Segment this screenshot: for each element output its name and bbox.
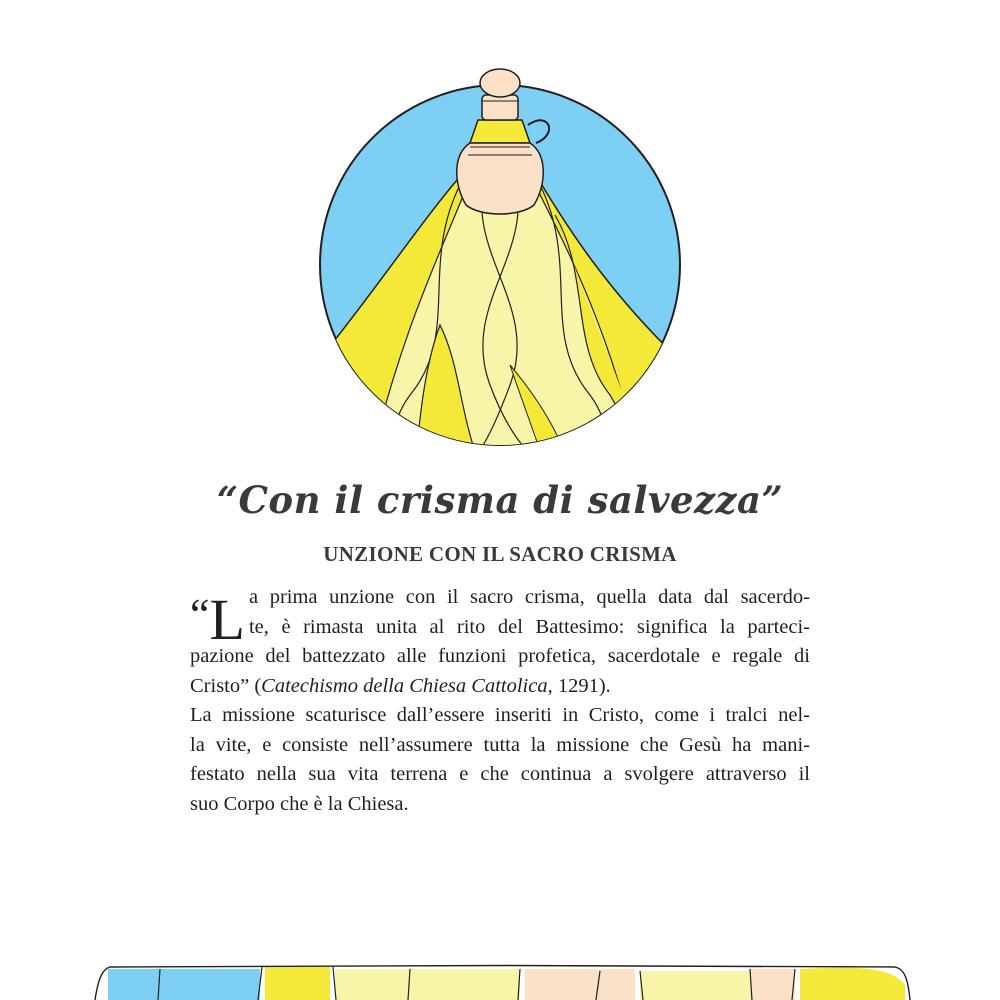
- bottom-decorative-strip: [0, 955, 1000, 1000]
- citation-prefix: Cristo” (: [190, 674, 262, 697]
- page-subtitle: UNZIONE CON IL SACRO CRISMA: [323, 542, 677, 566]
- dropcap-quote: “: [190, 590, 210, 639]
- paragraph-1-line-2: te, è rimasta unita al rito del Battesimo: significa la parteci-: [248, 615, 810, 638]
- dropcap-letter: L: [209, 587, 245, 652]
- paragraph-2-line-1: La missione scaturisce dall’essere inseriti in Cristo, come i tralci nel-: [190, 704, 810, 726]
- body-text: [190, 583, 810, 819]
- holy-oil-flask-illustration: [310, 65, 690, 450]
- paragraph-2-line-3: festato nella sua vita terrena e che continua a svolgere attraverso il: [190, 763, 810, 785]
- paragraph-1-line-3: pazione del battezzato alle funzioni profetica, sacerdotale e regale di: [190, 645, 810, 667]
- paragraph-1-line-1: a prima unzione con il sacro crisma, quella data dal sacerdo-: [248, 586, 810, 608]
- citation-suffix: , 1291).: [547, 674, 611, 697]
- paragraph-1-line-4: [190, 672, 810, 702]
- citation-source: Catechismo della Chiesa Cattolica: [261, 674, 548, 697]
- dropcap: [190, 587, 245, 652]
- paragraph-2: [190, 701, 810, 819]
- paragraph-2-line-2: la vite, e consiste nell’assumere tutta la missione che Gesù ha mani-: [190, 733, 810, 756]
- paragraph-1: [190, 583, 810, 701]
- page-title: “Con il crisma di salvezza”: [216, 478, 784, 522]
- paragraph-2-line-4: suo Corpo che è la Chiesa.: [190, 792, 409, 815]
